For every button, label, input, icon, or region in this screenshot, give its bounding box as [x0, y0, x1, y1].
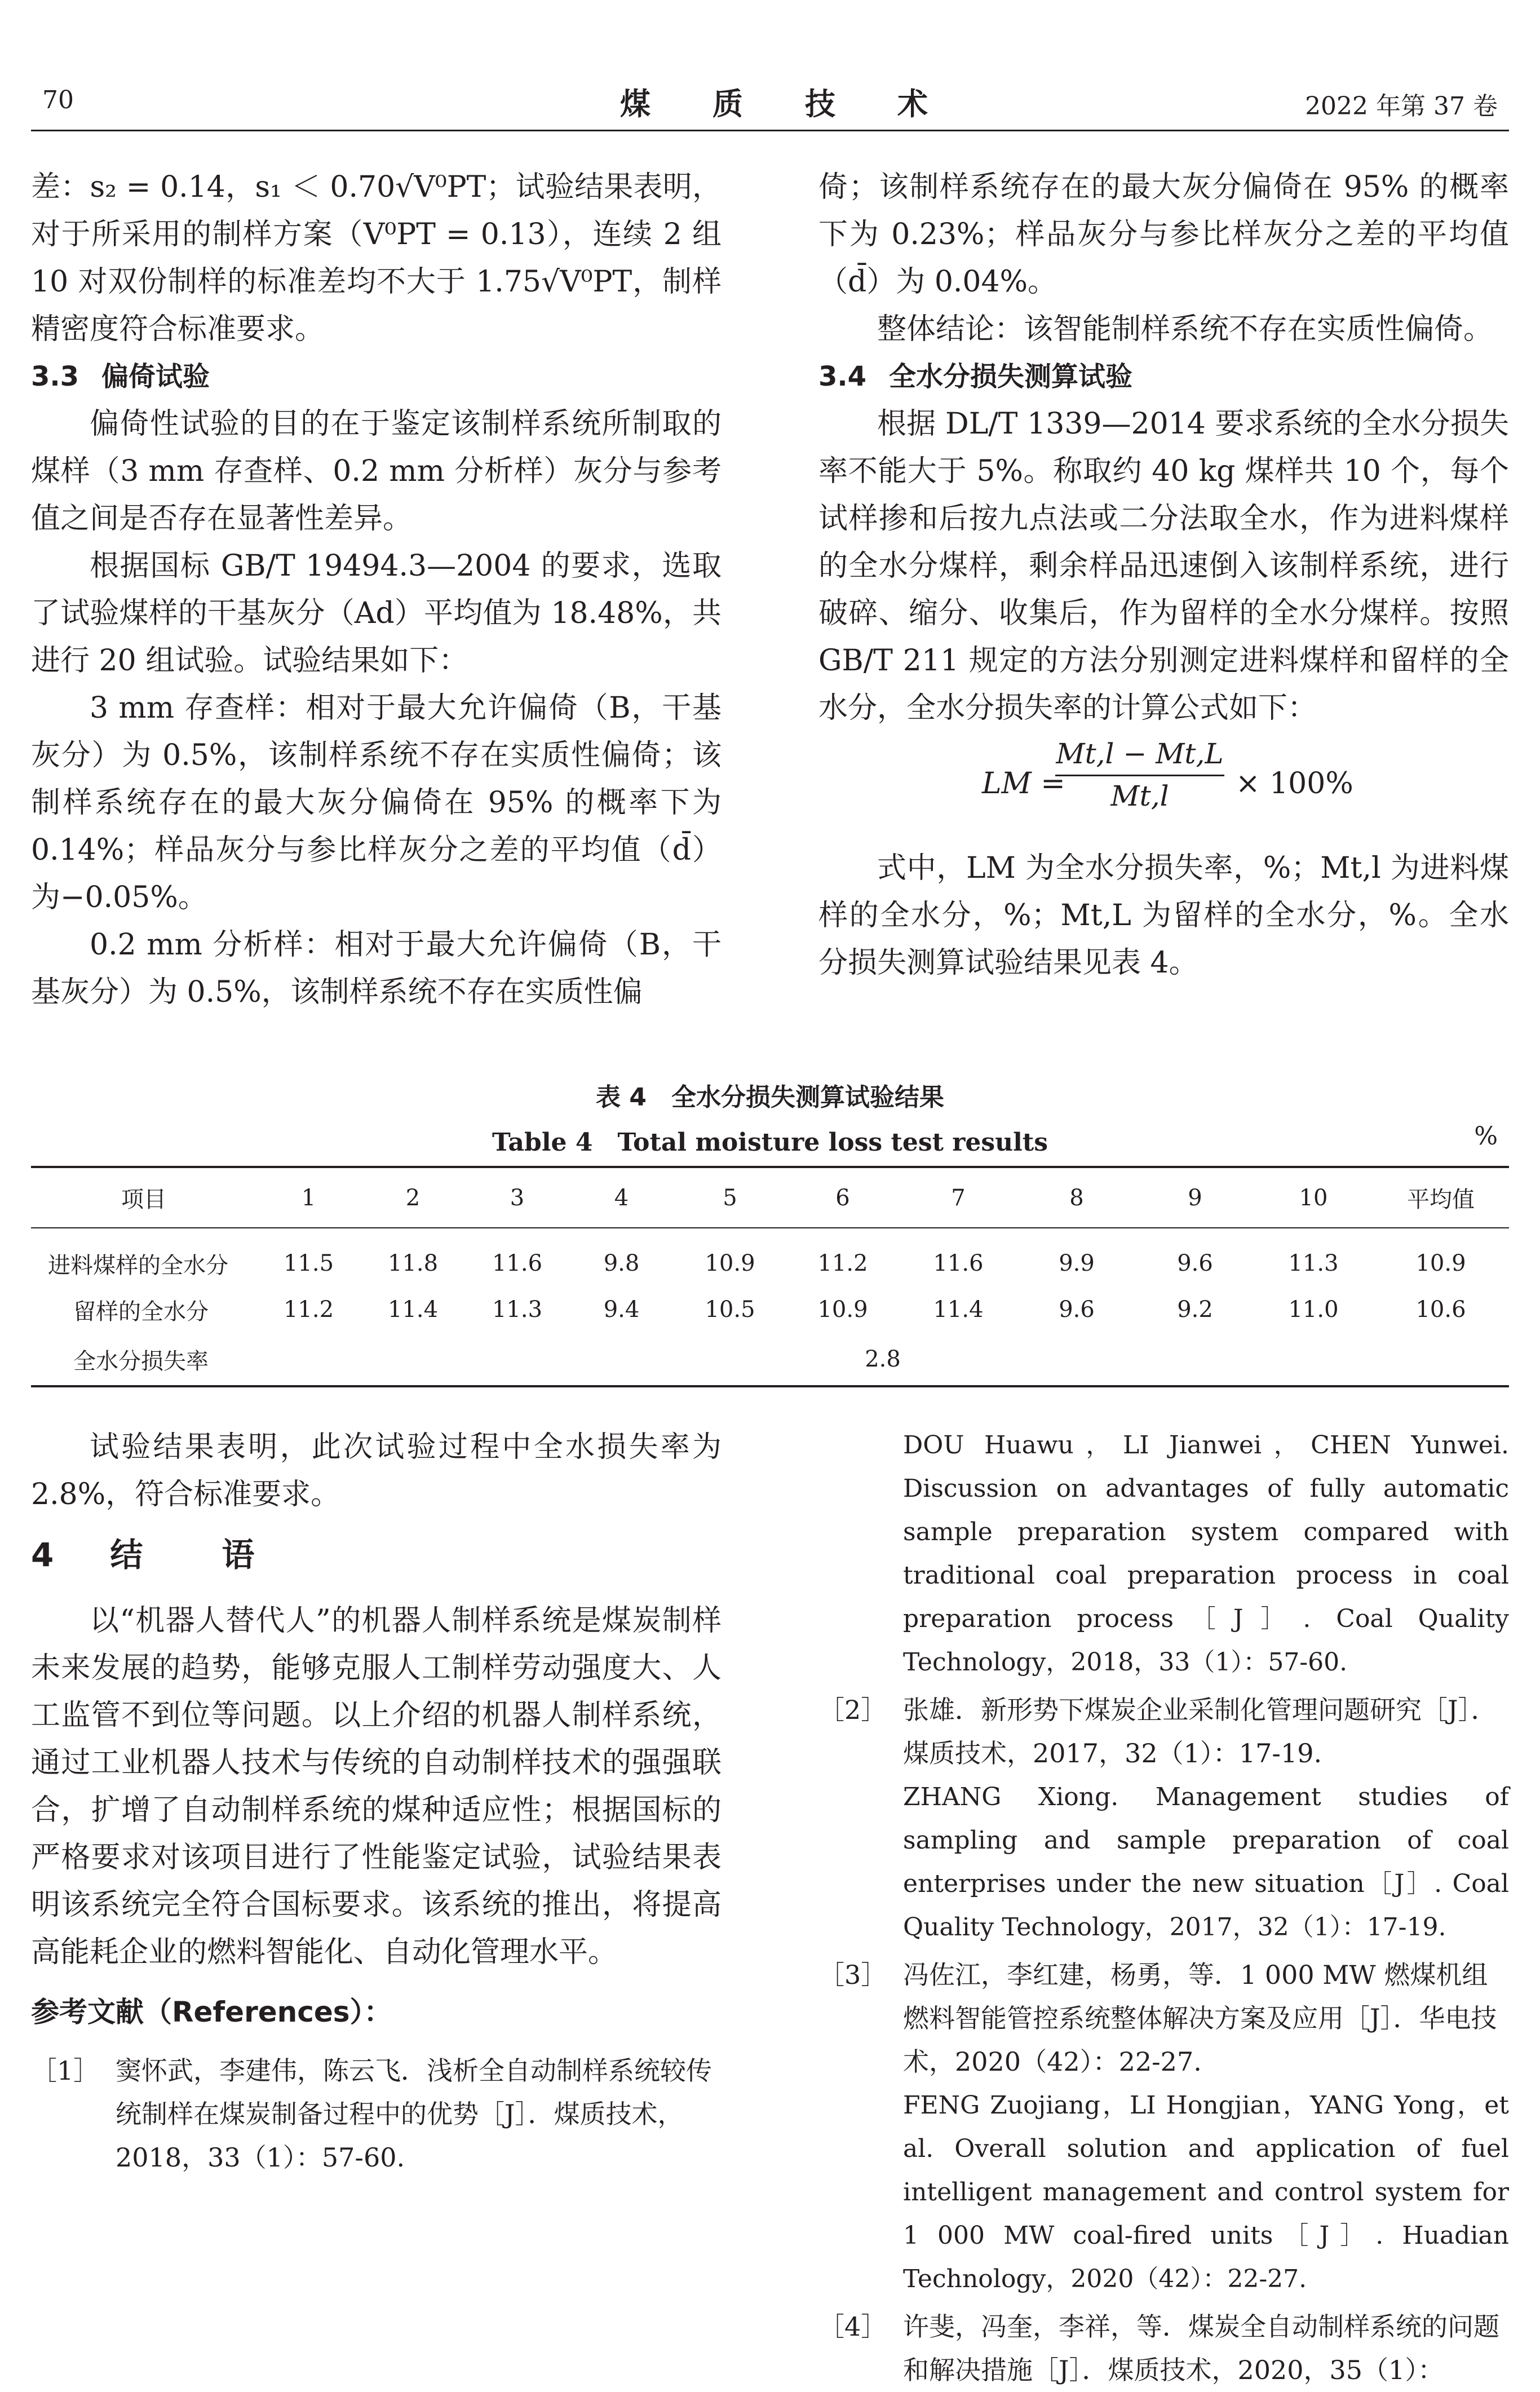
paragraph-overall-conclusion: 整体结论：该智能制样系统不存在实质性偏倚。: [877, 312, 1493, 346]
table-caption-zh: 表 4 全水分损失测算试验结果: [596, 1083, 944, 1112]
paragraph-bias-purpose: 偏倚性试验的目的在于鉴定该制样系统所制取的煤样（3 mm 存查样、0.2 mm 分析样）灰分与参考值之间是否存在显著性差异。: [31, 407, 722, 536]
table-cell: 11.6: [933, 1250, 984, 1276]
table-cell: 11.5: [283, 1250, 334, 1276]
table-cell: 11.6: [492, 1250, 543, 1276]
formula-rhs: × 100%: [1236, 767, 1353, 801]
column-header: 6: [786, 1167, 899, 1228]
reference-1-en: DOU Huawu，LI Jianwei，CHEN Yunwei. Discussion on advantages of fully automatic sample preparation system compared with traditional coal preparation process in coal preparation process［J］. Coal Quality Technology，2018，33（1）：57-60.: [903, 1431, 1509, 1677]
formula-fraction: [1055, 737, 1224, 812]
reference-number: ［2］: [818, 1695, 887, 1725]
table-cell: 9.6: [1059, 1297, 1095, 1323]
paragraph-bias-standard: 根据国标 GB/T 19494.3—2004 的要求，选取了试验煤样的干基灰分（Ad）平均值为 18.48%，共进行 20 组试验。试验结果如下：: [31, 549, 722, 678]
column-header: 5: [674, 1167, 786, 1228]
column-header: 8: [1017, 1167, 1136, 1228]
row-label: 全水分损失率: [31, 1333, 256, 1386]
table-cell: 9.2: [1177, 1297, 1213, 1323]
paragraph-precision-result: 差：s₂ = 0.14，s₁ ＜ 0.70√V⁰PT；试验结果表明，对于所采用的制样方案（V⁰PT = 0.13），连续 2 组 10 对双份制样的标准差均不大于 1.75√V⁰PT，制样精密度符合标准要求。: [31, 170, 722, 346]
table-row: [31, 1228, 1509, 1286]
table-cell: 10.9: [705, 1250, 755, 1276]
table-cell: 11.8: [387, 1250, 439, 1276]
reference-3-en: FENG Zuojiang，LI Hongjian，YANG Yong，et al. Overall solution and application of fuel intelligent management and control system for 1 000 MW coal-fired units［J］. Huadian Technology，2020（42）：22-27.: [903, 2091, 1509, 2293]
right-column-bottom: [818, 1423, 1509, 2392]
table-cell: 11.4: [933, 1297, 984, 1323]
reference-number: ［3］: [818, 1960, 887, 1990]
paragraph-formula-explanation: 式中，LM 为全水分损失率，%；Mt,l 为进料煤样的全水分，%；Mt,L 为留样的全水分，%。全水分损失测算试验结果见表 4。: [818, 851, 1509, 980]
paragraph-3mm-result: 3 mm 存查样：相对于最大允许偏倚（B，干基灰分）为 0.5%，该制样系统不存在实质性偏倚；该制样系统存在的最大灰分偏倚在 95% 的概率下为 0.14%；样品灰分与参比样灰分之差的平均值（d̄）为−0.05%。: [31, 691, 722, 914]
table-unit: %: [1474, 1122, 1498, 1151]
reference-2-zh: [818, 1688, 1509, 1775]
section-title: 结语: [110, 1536, 334, 1574]
references-heading: 参考文献（References）：: [31, 1996, 392, 2028]
reference-3-zh: [818, 1953, 1509, 2084]
formula-lhs: LM =: [982, 767, 1065, 801]
table-cell: 11.3: [492, 1297, 543, 1323]
table-cell: 10.9: [1415, 1250, 1466, 1276]
paragraph-0-2mm-result: 0.2 mm 分析样：相对于最大允许偏倚（B，干基灰分）为 0.5%，该制样系统不存在实质性偏: [31, 928, 722, 1009]
section-heading-3-4: [818, 353, 1509, 400]
column-header: 7: [899, 1167, 1017, 1228]
table-cell: 11.4: [387, 1297, 439, 1323]
column-header: 10: [1254, 1167, 1373, 1228]
paragraph-0-2mm-continued: 倚；该制样系统存在的最大灰分偏倚在 95% 的概率下为 0.23%；样品灰分与参比样灰分之差的平均值（d̄）为 0.04%。: [818, 170, 1509, 299]
reference-text: 冯佐江，李红建，杨勇，等．1 000 MW 燃煤机组燃料智能管控系统整体解决方案及应用［J］．华电技术，2020（42）：22-27.: [903, 1960, 1497, 2077]
section-number: 4: [31, 1536, 54, 1574]
running-header: [31, 79, 1509, 125]
table-cell: 11.3: [1288, 1250, 1339, 1276]
table-cell: 10.5: [705, 1297, 755, 1323]
table-cell: 10.6: [1415, 1297, 1466, 1323]
table-cell: 9.9: [1059, 1250, 1095, 1276]
left-column-top: [31, 163, 722, 1016]
row-label: 留样的全水分: [73, 1298, 209, 1325]
column-header: 平均值: [1373, 1167, 1509, 1228]
header-rule: [31, 130, 1509, 131]
column-header: 4: [569, 1167, 674, 1228]
journal-title: 煤质技术: [620, 86, 990, 122]
issue-label: 2022 年第 37 卷: [1305, 92, 1498, 121]
column-header: 3: [465, 1167, 569, 1228]
reference-4-zh: [818, 2305, 1509, 2392]
paragraph-moisture-conclusion: 试验结果表明，此次试验过程中全水损失率为 2.8%，符合标准要求。: [31, 1430, 722, 1511]
column-header: 1: [256, 1167, 361, 1228]
table-cell-merged: 2.8: [256, 1333, 1509, 1386]
reference-1-zh: [31, 2049, 722, 2179]
reference-text: 许斐，冯奎，李祥，等．煤炭全自动制样系统的问题和解决措施［J］．煤质技术，2020，35（1）：: [903, 2311, 1499, 2385]
table-cell: 9.4: [603, 1297, 640, 1323]
paragraph-moisture-method: 根据 DL/T 1339—2014 要求系统的全水分损失率不能大于 5%。称取约 40 kg 煤样共 10 个，每个试样掺和后按九点法或二分法取全水，作为进料煤样的全水分煤样，剩余样品迅速倒入该制样系统，进行破碎、缩分、收集后，作为留样的全水分煤样。按照 GB/T 211 规定的方法分别测定进料煤样和留样的全水分，全水分损失率的计算公式如下：: [818, 407, 1509, 725]
table-cell: 9.6: [1177, 1250, 1213, 1276]
moisture-loss-table: [31, 1166, 1509, 1387]
table-cell: 10.9: [817, 1297, 868, 1323]
table-caption-en: Table 4 Total moisture loss test results: [492, 1128, 1048, 1157]
table-cell: 11.0: [1288, 1297, 1339, 1323]
column-header: 2: [361, 1167, 465, 1228]
page-number: 70: [42, 86, 74, 114]
section-heading-3-3: [31, 353, 722, 400]
reference-text: 窦怀武，李建伟，陈云飞．浅析全自动制样系统较传统制样在煤炭制备过程中的优势［J］．煤质技术，2018，33（1）：57-60.: [116, 2055, 712, 2173]
column-header: 9: [1136, 1167, 1254, 1228]
reference-2-en: ZHANG Xiong. Management studies of sampling and sample preparation of coal enterprises under the new situation［J］. Coal Quality Technology，2017，32（1）：17-19.: [903, 1783, 1509, 1942]
row-label: 进料煤样的全水分: [48, 1252, 228, 1279]
reference-text: 张雄．新形势下煤炭企业采制化管理问题研究［J］．煤质技术，2017，32（1）：17-19.: [903, 1695, 1497, 1768]
moisture-loss-formula: [818, 732, 1509, 845]
paragraph-conclusion: 以“机器人替代人”的机器人制样系统是煤炭制样未来发展的趋势，能够克服人工制样劳动强度大、人工监管不到位等问题。以上介绍的机器人制样系统，通过工业机器人技术与传统的自动制样技术的强强联合，扩增了自动制样系统的煤种适应性；根据国标的严格要求对该项目进行了性能鉴定试验，试验结果表明该系统完全符合国标要求。该系统的推出，将提高高能耗企业的燃料智能化、自动化管理水平。: [31, 1604, 722, 1969]
section-title: 全水分损失测算试验: [889, 361, 1133, 392]
section-number: 3.4: [818, 361, 867, 392]
right-column-top: [818, 163, 1509, 987]
section-heading-4: [31, 1529, 722, 1580]
left-column-bottom: [31, 1423, 722, 2179]
table-header-row: [31, 1167, 1509, 1228]
formula-numerator: Mt,l − Mt,L: [1056, 737, 1224, 770]
table-row: [31, 1286, 1509, 1333]
reference-number: ［4］: [818, 2311, 887, 2342]
section-number: 3.3: [31, 361, 79, 392]
formula-denominator: Mt,l: [1110, 780, 1169, 812]
table-cell: 11.2: [817, 1250, 868, 1276]
table-cell: 9.8: [603, 1250, 640, 1276]
table-cell: 11.2: [283, 1297, 334, 1323]
reference-number: ［1］: [31, 2055, 100, 2086]
column-header: 项目: [31, 1167, 256, 1228]
table-row: [31, 1333, 1509, 1386]
section-title: 偏倚试验: [101, 361, 210, 392]
